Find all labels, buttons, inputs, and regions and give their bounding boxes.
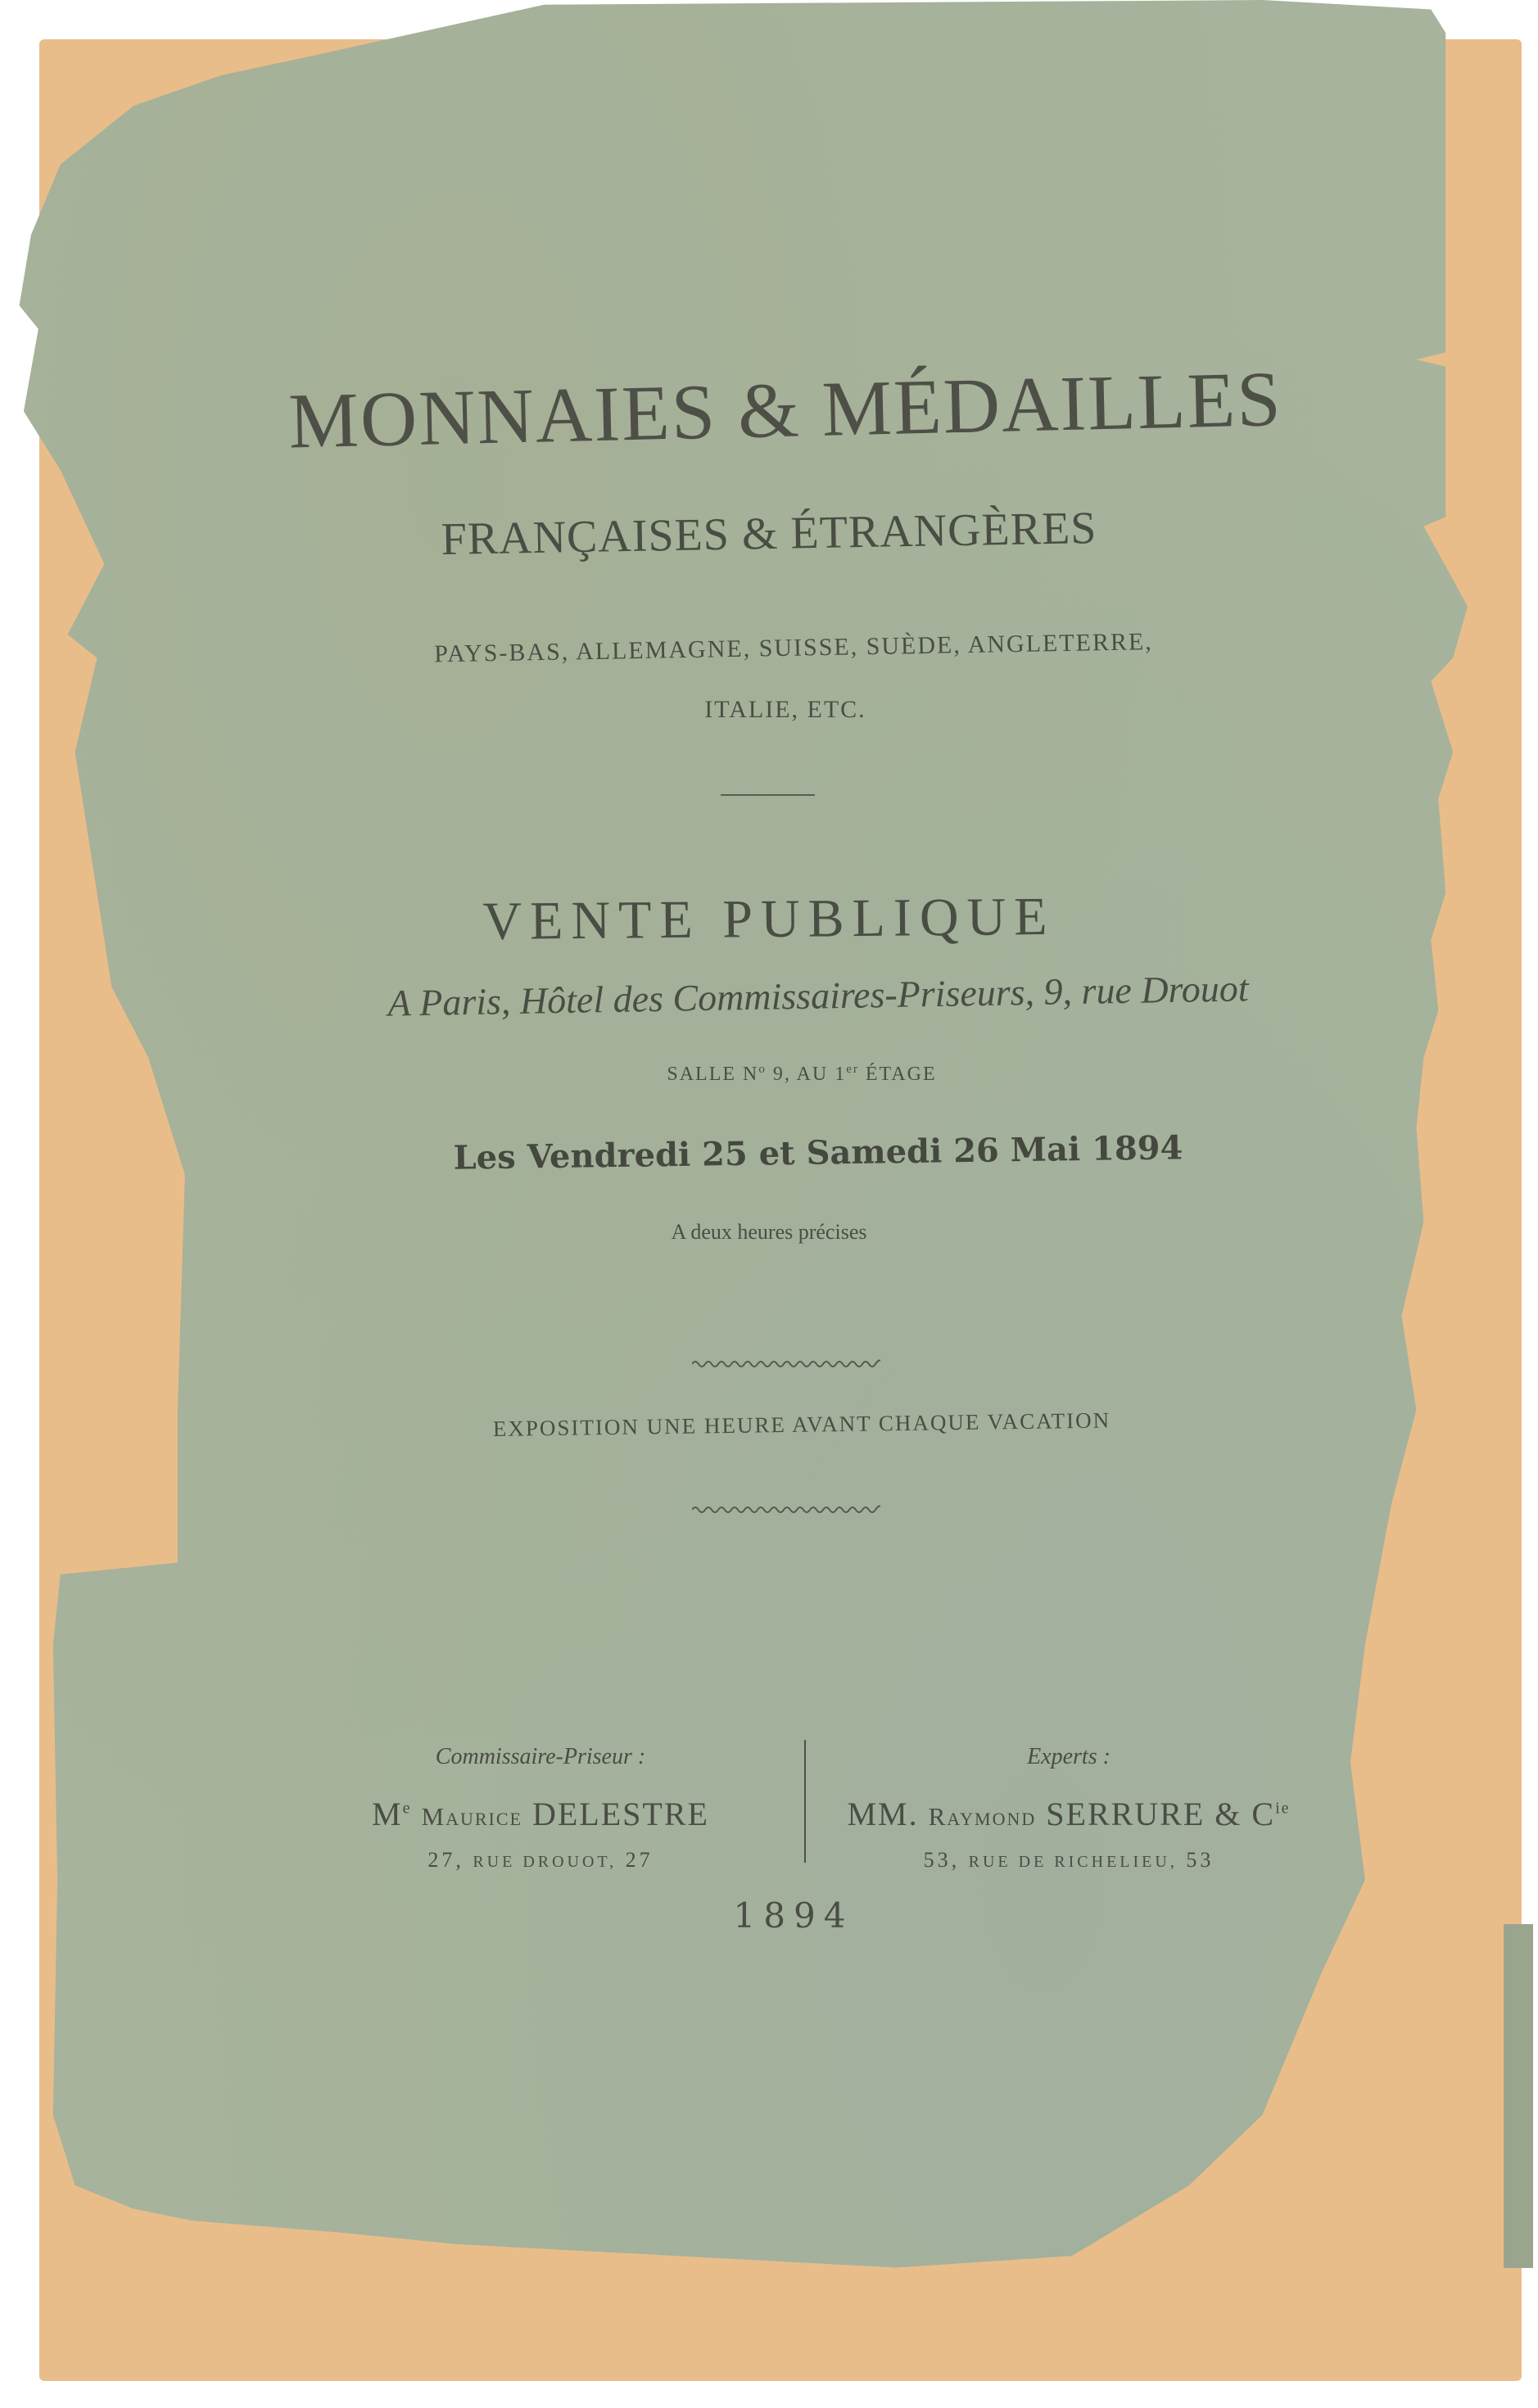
experts-name bbox=[823, 1795, 1314, 1833]
auctioneer-title: M bbox=[372, 1796, 403, 1832]
sale-dates: Les Vendredi 25 et Samedi 26 Mai 1894 bbox=[453, 1128, 1183, 1177]
address-street: RUE DROUOT, bbox=[473, 1853, 617, 1871]
sale-time: A deux heures précises bbox=[671, 1220, 867, 1244]
room-number: 9, AU 1 bbox=[766, 1064, 847, 1085]
company-sup: ie bbox=[1275, 1799, 1291, 1818]
auctioneer-title-sup: e bbox=[402, 1799, 412, 1818]
countries-line-1: PAYS-BAS, ALLEMAGNE, SUISSE, SUÈDE, ANGLETERRE, bbox=[433, 628, 1154, 668]
floor-suffix: ÉTAGE bbox=[858, 1064, 937, 1085]
publication-year: 1894 bbox=[733, 1895, 854, 1936]
subtitle: FRANÇAISES & ÉTRANGÈRES bbox=[441, 503, 1097, 565]
auctioneer-role: Commissaire-Priseur : bbox=[435, 1744, 646, 1769]
experts-last-name: SERRURE & C bbox=[1046, 1796, 1276, 1832]
sale-heading: VENTE PUBLIQUE bbox=[482, 886, 1056, 952]
address-number: 53, bbox=[923, 1848, 961, 1872]
experts-address bbox=[823, 1848, 1314, 1873]
floor-sup: er bbox=[846, 1063, 859, 1076]
experts-role: Experts : bbox=[1027, 1744, 1111, 1769]
room-no-sup: o bbox=[758, 1063, 767, 1076]
experts-first-name: Raymond bbox=[928, 1802, 1037, 1831]
address-number: 53 bbox=[1186, 1848, 1215, 1872]
sale-location: A Paris, Hôtel des Commissaires-Priseurs, 9, rue Drouot bbox=[387, 967, 1249, 1024]
auctioneer-name bbox=[311, 1795, 770, 1833]
main-title: MONNAIES & MÉDAILLES bbox=[287, 355, 1283, 465]
auctioneer-first-name: Maurice bbox=[421, 1802, 522, 1831]
wavy-ornament-icon bbox=[692, 1357, 880, 1368]
address-street: RUE DE RICHELIEU, bbox=[968, 1853, 1178, 1871]
experts-prefix: MM. bbox=[847, 1796, 919, 1832]
sale-room bbox=[0, 1063, 1538, 1086]
experts-block bbox=[823, 1744, 1314, 1873]
wavy-ornament-icon bbox=[692, 1502, 880, 1514]
column-divider bbox=[804, 1740, 806, 1863]
room-prefix: SALLE N bbox=[667, 1064, 759, 1085]
auctioneer-last-name: DELESTRE bbox=[532, 1796, 709, 1832]
countries-line-2: ITALIE, ETC. bbox=[704, 696, 866, 723]
auctioneer-block bbox=[311, 1744, 770, 1873]
auctioneer-address bbox=[311, 1848, 770, 1873]
address-number: 27 bbox=[625, 1848, 654, 1872]
horizontal-rule bbox=[721, 794, 815, 796]
exhibition-notice: EXPOSITION UNE HEURE AVANT CHAQUE VACATION bbox=[492, 1407, 1111, 1441]
address-number: 27, bbox=[427, 1848, 464, 1872]
